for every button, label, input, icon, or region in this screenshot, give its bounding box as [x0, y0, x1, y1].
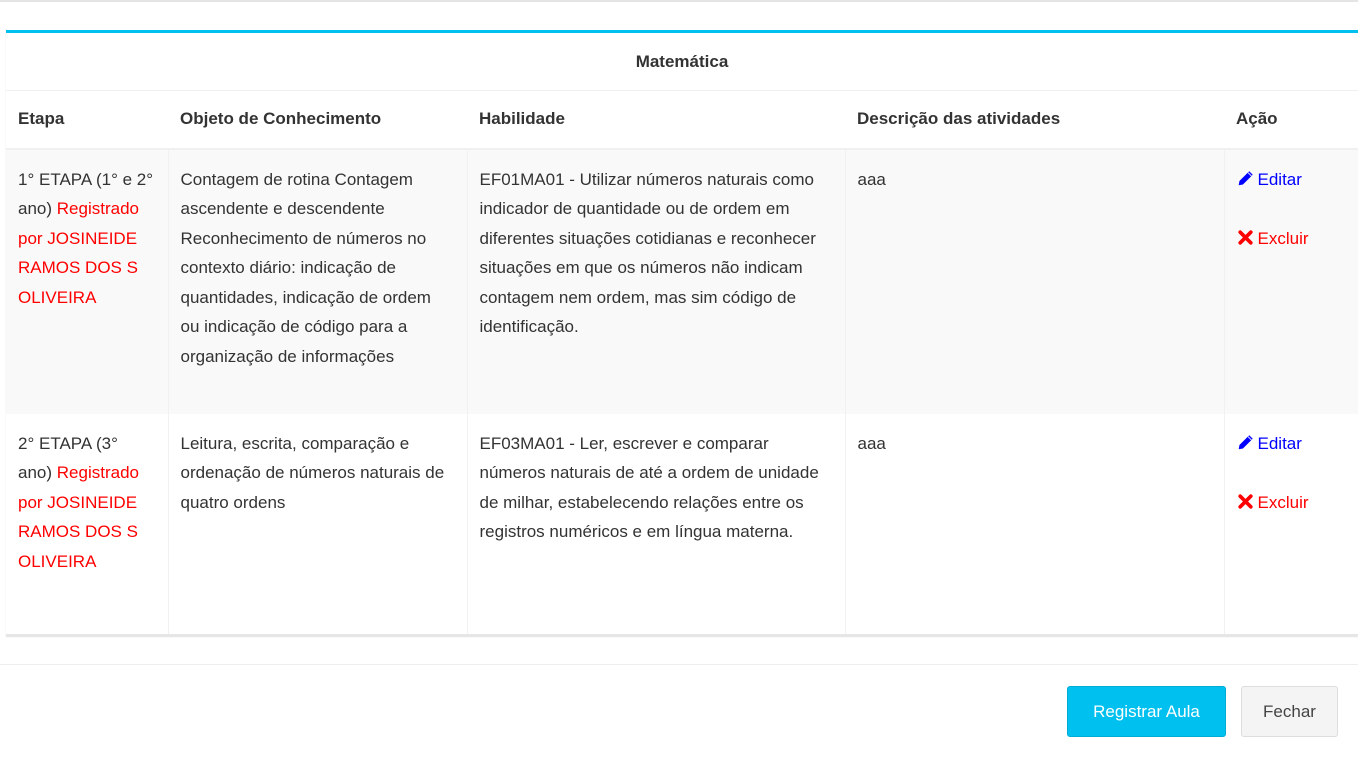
registered-by-text: Registrado por JOSINEIDE RAMOS DOS S OLIVEIRA [18, 463, 139, 571]
table-row [6, 149, 1358, 414]
top-divider [0, 0, 1358, 2]
cell-etapa [6, 149, 168, 414]
close-icon [1237, 229, 1254, 246]
delete-link[interactable] [1237, 488, 1347, 517]
delete-label: Excluir [1257, 228, 1309, 248]
cell-habilidade: EF03MA01 - Ler, escrever e comparar números naturais de até a ordem de unidade de milhar, estabelecendo relações entre os registros numéricos e em língua materna. [467, 414, 845, 634]
delete-label: Excluir [1257, 492, 1309, 512]
cell-habilidade: EF01MA01 - Utilizar números naturais como indicador de quantidade ou de ordem em diferentes situações cotidianas e reconhecer situações em que os números não indicam contagem nem ordem, mas sim código de identificação. [467, 149, 845, 414]
etapa-text: 2° ETAPA (3° ano) [18, 433, 118, 482]
close-icon [1237, 493, 1254, 510]
registered-by-text: Registrado por JOSINEIDE RAMOS DOS S OLIVEIRA [18, 199, 139, 307]
cell-objeto: Contagem de rotina Contagem ascendente e descendente Reconhecimento de números no contexto diário: indicação de quantidades, indicação de ordem ou indicação de código para a organização de informações [168, 149, 467, 414]
cell-objeto: Leitura, escrita, comparação e ordenação de números naturais de quatro ordens [168, 414, 467, 634]
cell-descricao: aaa [845, 149, 1224, 414]
cell-acao [1224, 414, 1358, 634]
footer-divider [0, 664, 1358, 665]
column-header-objeto: Objeto de Conhecimento [168, 91, 467, 149]
pencil-icon [1237, 434, 1254, 451]
etapa-text: 1° ETAPA (1° e 2° ano) [18, 169, 154, 218]
column-header-habilidade: Habilidade [467, 91, 845, 149]
edit-link[interactable] [1237, 165, 1347, 194]
register-lesson-button[interactable]: Registrar Aula [1067, 686, 1226, 737]
column-header-acao: Ação [1224, 91, 1358, 149]
discipline-panel [6, 30, 1358, 636]
edit-label: Editar [1257, 433, 1302, 453]
panel-title: Matemática [635, 52, 729, 71]
table-header-row [6, 91, 1358, 149]
delete-link[interactable] [1237, 224, 1347, 253]
close-button[interactable]: Fechar [1241, 686, 1338, 737]
column-header-etapa: Etapa [6, 91, 168, 149]
pencil-icon [1237, 170, 1254, 187]
edit-label: Editar [1257, 169, 1302, 189]
cell-descricao: aaa [845, 414, 1224, 634]
edit-link[interactable] [1237, 429, 1347, 458]
cell-etapa [6, 414, 168, 634]
lessons-table [6, 90, 1358, 634]
column-header-descricao: Descrição das atividades [845, 91, 1224, 149]
cell-acao [1224, 149, 1358, 414]
table-row [6, 414, 1358, 634]
